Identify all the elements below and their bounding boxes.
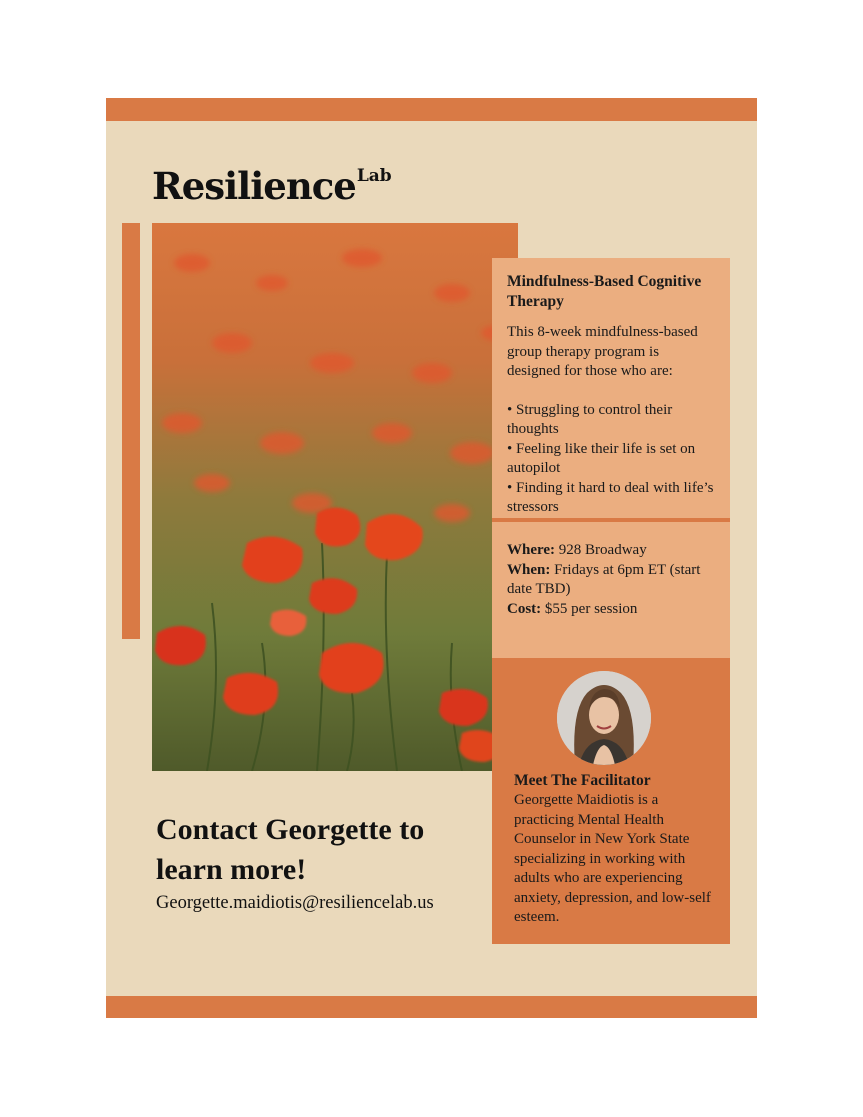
facilitator-title: Meet The Facilitator [514,772,651,789]
contact-heading: Contact Georgette to learn more! [156,813,425,886]
program-bullet: • Struggling to control their thoughts [507,401,673,437]
resilience-lab-logo [152,164,392,208]
contact-email[interactable]: Georgette.maidiotis@resiliencelab.us [156,893,434,913]
bottom-accent-bar [106,996,757,1018]
program-title: Mindfulness-Based Cognitive Therapy [507,273,702,310]
program-intro: This 8-week mindfulness-based group therapy program is designed for those who are: [507,324,698,379]
side-accent-bar [122,223,140,639]
detail-cost: Cost: $55 per session [507,600,638,617]
logo-superscript: Lab [356,166,392,186]
detail-where: Where: 928 Broadway [507,542,647,558]
top-accent-bar [106,98,757,121]
facilitator-bio: Georgette Maidiotis is a practicing Mental Health Counselor in New York State specializing in working with adults who are experiencing anxiety, depression, and low-self esteem. [514,792,711,925]
program-details-panel [492,522,730,658]
program-bullet: • Feeling like their life is set on autopilot [507,440,696,476]
poppy-field-photo [152,223,518,771]
detail-when: When: Fridays at 6pm ET (start date TBD) [507,561,701,597]
program-bullet: • Finding it hard to deal with life’s stressors [507,479,714,515]
logo-name: Resilience [152,164,356,208]
facilitator-avatar [557,671,651,765]
program-info-panel [492,258,730,518]
flyer [106,98,757,1018]
facilitator-panel [492,658,730,944]
